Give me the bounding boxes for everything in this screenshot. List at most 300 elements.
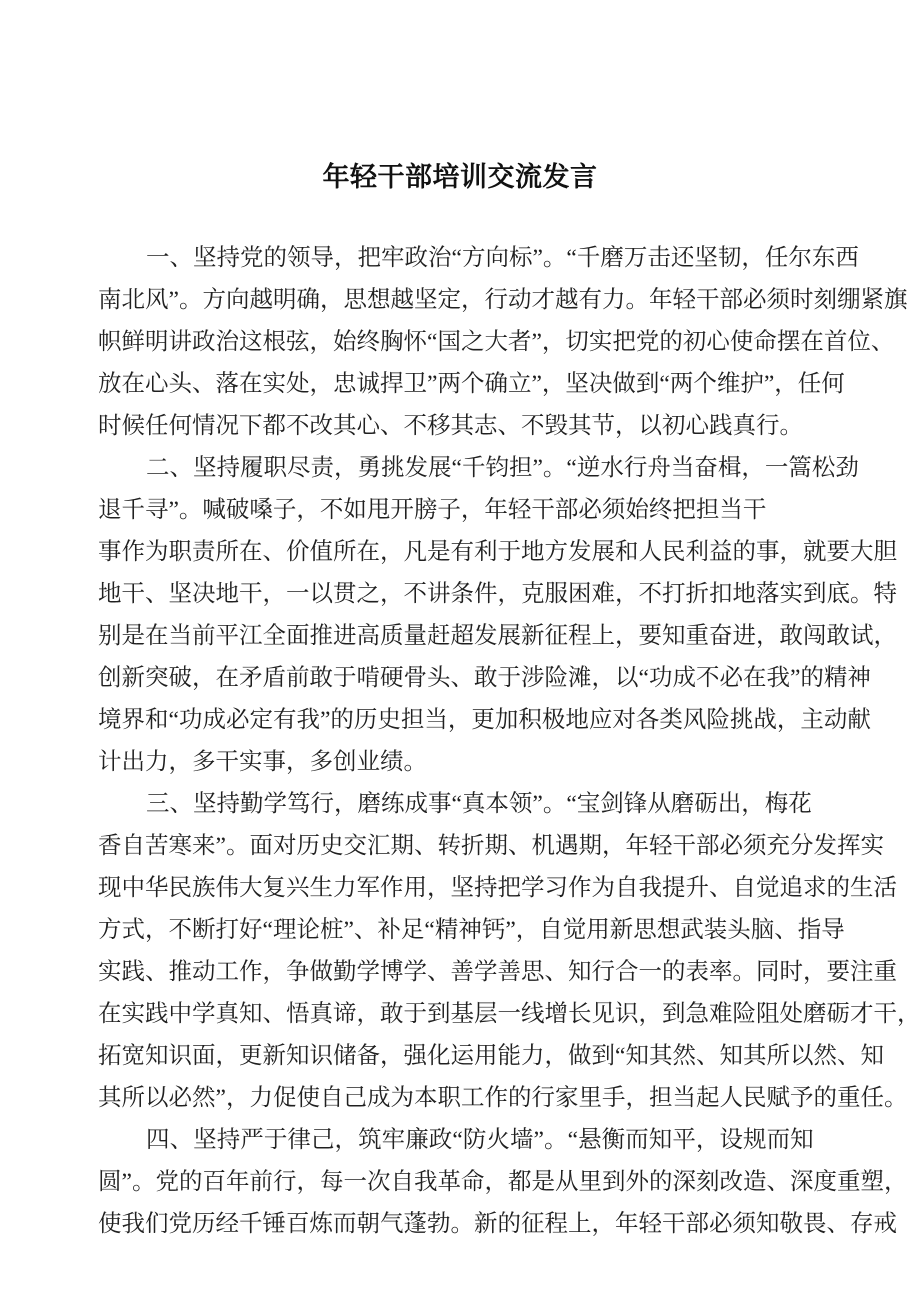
glyph: 这 — [239, 329, 263, 355]
glyph: “ — [168, 707, 179, 733]
glyph: 事 — [98, 539, 122, 565]
glyph: 滩 — [568, 665, 592, 691]
glyph: 护 — [740, 371, 764, 397]
glyph: 部 — [685, 1211, 709, 1237]
glyph: 史 — [319, 833, 344, 859]
glyph: 不 — [403, 581, 427, 607]
glyph: 的 — [648, 1169, 673, 1195]
glyph: 对 — [612, 707, 636, 733]
glyph: ” — [533, 1127, 544, 1153]
glyph: 国 — [437, 329, 461, 355]
glyph: 而 — [766, 1127, 791, 1153]
glyph: 深 — [789, 1169, 814, 1195]
glyph: 学 — [356, 959, 380, 985]
glyph: 觉 — [756, 875, 780, 901]
glyph: 为 — [145, 539, 169, 565]
glyph: 论 — [296, 917, 320, 943]
glyph: ， — [638, 1001, 662, 1027]
glyph: 能 — [497, 1043, 521, 1069]
text-line — [98, 699, 871, 741]
glyph: 然 — [672, 1043, 696, 1069]
glyph: ， — [741, 455, 765, 481]
glyph: ， — [484, 1169, 508, 1195]
glyph: 。 — [542, 455, 567, 481]
glyph: 、 — [427, 959, 451, 985]
glyph: 每 — [319, 1169, 344, 1195]
glyph: 首 — [823, 329, 848, 355]
glyph: 于 — [497, 665, 521, 691]
glyph: 发 — [813, 833, 837, 859]
glyph: 识 — [309, 1043, 333, 1069]
glyph: 风 — [682, 707, 707, 733]
glyph: 弦 — [286, 329, 310, 355]
glyph: 好 — [239, 917, 263, 943]
glyph: ” — [763, 371, 775, 397]
glyph: 诚 — [356, 371, 380, 397]
glyph: 担 — [508, 455, 533, 481]
glyph: ， — [380, 581, 404, 607]
glyph: 才 — [850, 1001, 874, 1027]
glyph: 推 — [168, 959, 192, 985]
glyph: 指 — [797, 917, 822, 943]
glyph: 利 — [685, 539, 709, 565]
glyph: 动 — [507, 287, 532, 313]
glyph: 。 — [542, 245, 567, 271]
glyph: 任 — [797, 371, 822, 397]
glyph: 西 — [835, 245, 859, 271]
glyph: 职 — [437, 1085, 461, 1111]
glyph: 到 — [635, 371, 660, 397]
glyph: 干 — [239, 581, 263, 607]
glyph: 水 — [600, 455, 624, 481]
glyph: 轻 — [672, 287, 696, 313]
glyph: 突 — [145, 665, 169, 691]
glyph: 宽 — [121, 1043, 145, 1069]
glyph: 一 — [497, 1001, 521, 1027]
glyph: 摆 — [776, 329, 801, 355]
text-line — [98, 1203, 897, 1245]
glyph: 功 — [178, 707, 203, 733]
glyph: 、 — [826, 1211, 850, 1237]
glyph: 见 — [591, 1001, 615, 1027]
glyph: 越 — [554, 287, 579, 313]
glyph: 方 — [98, 917, 122, 943]
glyph: 积 — [518, 707, 542, 733]
glyph: 真 — [309, 1001, 333, 1027]
glyph: 于 — [333, 665, 357, 691]
glyph: 初 — [682, 329, 707, 355]
glyph: 担 — [648, 1085, 673, 1111]
glyph: 地 — [521, 539, 545, 565]
glyph: 之 — [356, 581, 380, 607]
glyph: 难 — [591, 581, 615, 607]
glyph: 两 — [669, 371, 694, 397]
glyph: 个 — [693, 371, 717, 397]
glyph: 行 — [484, 287, 508, 313]
glyph: 新 — [474, 1211, 498, 1237]
glyph: 明 — [145, 329, 169, 355]
glyph: 难 — [709, 1001, 733, 1027]
glyph: 要 — [826, 959, 850, 985]
glyph: 使 — [729, 329, 754, 355]
glyph: 挥 — [836, 833, 861, 859]
glyph: 值 — [309, 539, 333, 565]
glyph: 当 — [672, 1085, 696, 1111]
glyph: 、 — [192, 371, 216, 397]
glyph: 四 — [146, 1127, 170, 1153]
glyph: 敢 — [779, 623, 803, 649]
glyph: 敢 — [309, 665, 333, 691]
glyph: 敬 — [779, 1211, 803, 1237]
glyph: 江 — [239, 623, 263, 649]
glyph: 次 — [366, 1169, 391, 1195]
glyph: 新 — [262, 1043, 286, 1069]
glyph: 自 — [390, 1169, 414, 1195]
glyph: 史 — [377, 707, 401, 733]
glyph: 卫 — [403, 371, 427, 397]
glyph: 明 — [272, 287, 297, 313]
glyph: ， — [541, 329, 566, 355]
glyph: ” — [789, 665, 801, 691]
glyph: 政 — [428, 1127, 453, 1153]
glyph: 干 — [121, 581, 145, 607]
glyph: 动 — [823, 707, 848, 733]
glyph: 心 — [706, 329, 730, 355]
glyph: 历 — [353, 707, 378, 733]
glyph: 干 — [695, 287, 720, 313]
glyph: 胸 — [380, 329, 404, 355]
glyph: 、 — [262, 1001, 286, 1027]
glyph: 觉 — [562, 917, 587, 943]
glyph: 然 — [813, 1043, 837, 1069]
glyph: ， — [601, 833, 626, 859]
glyph: 职 — [168, 539, 192, 565]
glyph: 、 — [709, 875, 733, 901]
glyph: 献 — [847, 707, 871, 733]
glyph: 寒 — [168, 833, 192, 859]
glyph: 深 — [672, 1169, 696, 1195]
glyph: 坚 — [450, 875, 474, 901]
glyph: 。 — [225, 833, 250, 859]
glyph: 时 — [779, 959, 803, 985]
glyph: 炼 — [309, 1211, 333, 1237]
glyph: 要 — [638, 623, 662, 649]
glyph: 学 — [192, 1001, 216, 1027]
glyph: 脑 — [750, 917, 775, 943]
glyph: 克 — [521, 581, 545, 607]
glyph: 重 — [836, 1085, 861, 1111]
glyph: 知 — [719, 1043, 743, 1069]
glyph: 我 — [638, 875, 662, 901]
glyph: 刻 — [695, 1169, 720, 1195]
glyph: 蓬 — [403, 1211, 427, 1237]
glyph: 武 — [680, 917, 704, 943]
glyph: 人 — [638, 539, 662, 565]
glyph: “ — [566, 455, 577, 481]
glyph: 矛 — [239, 665, 263, 691]
glyph: 储 — [333, 1043, 357, 1069]
glyph: 推 — [309, 623, 333, 649]
text-line — [98, 951, 897, 993]
glyph: ” — [532, 455, 543, 481]
glyph: 备 — [356, 1043, 380, 1069]
glyph: 重 — [685, 623, 709, 649]
glyph: 精 — [434, 917, 459, 943]
glyph: 鲜 — [121, 329, 145, 355]
glyph: 悟 — [286, 1001, 310, 1027]
glyph: 而 — [333, 1211, 357, 1237]
glyph: 时 — [789, 287, 814, 313]
glyph: 设 — [719, 1127, 743, 1153]
glyph: 劲 — [835, 455, 859, 481]
glyph: 人 — [719, 1085, 743, 1111]
glyph: 的 — [178, 1169, 203, 1195]
glyph: 而 — [625, 1127, 649, 1153]
glyph: ， — [447, 707, 472, 733]
glyph: 面 — [286, 623, 310, 649]
glyph: 理 — [272, 917, 297, 943]
glyph: 神 — [458, 917, 482, 943]
glyph: 工 — [215, 959, 239, 985]
glyph: 和 — [615, 539, 639, 565]
text-line — [98, 363, 845, 405]
glyph: 更 — [471, 707, 495, 733]
glyph: 贯 — [333, 581, 357, 607]
glyph: 大 — [850, 539, 874, 565]
glyph: ， — [591, 665, 615, 691]
glyph: 在 — [742, 665, 767, 691]
glyph: ， — [192, 665, 216, 691]
glyph: 根 — [262, 329, 286, 355]
glyph: 识 — [615, 1001, 639, 1027]
glyph: 年 — [648, 287, 673, 313]
glyph: 同 — [756, 959, 780, 985]
glyph: 遇 — [554, 833, 579, 859]
glyph: 真 — [215, 1001, 239, 1027]
glyph: “ — [615, 1043, 626, 1069]
glyph: ， — [334, 1127, 358, 1153]
glyph: 部 — [695, 833, 720, 859]
glyph: 就 — [803, 539, 827, 565]
glyph: 硬 — [380, 665, 404, 691]
glyph: 干 — [662, 1211, 686, 1237]
glyph: 特 — [873, 581, 897, 607]
text-line — [98, 447, 859, 489]
glyph: 始 — [333, 329, 357, 355]
glyph: 砺 — [826, 1001, 850, 1027]
glyph: 折 — [460, 833, 485, 859]
glyph: 己 — [310, 1127, 335, 1153]
glyph: 畏 — [803, 1211, 827, 1237]
glyph: 勤 — [333, 959, 357, 985]
glyph: 伟 — [215, 875, 239, 901]
glyph: 己 — [343, 1085, 367, 1111]
glyph: 地 — [732, 581, 756, 607]
glyph: 其 — [98, 1085, 122, 1111]
glyph: 改 — [719, 1169, 743, 1195]
glyph: 交 — [343, 833, 367, 859]
text-line — [98, 279, 908, 321]
glyph: 要 — [826, 539, 850, 565]
glyph: 期 — [484, 833, 508, 859]
glyph: 。 — [178, 287, 203, 313]
glyph: 精 — [823, 665, 848, 691]
text-line — [98, 657, 871, 699]
glyph: 程 — [568, 623, 592, 649]
glyph: “ — [659, 371, 670, 397]
glyph: 用 — [474, 1043, 498, 1069]
glyph: 必 — [719, 833, 743, 859]
glyph: 命 — [460, 1169, 485, 1195]
glyph: 中 — [121, 875, 145, 901]
glyph: 足 — [400, 917, 425, 943]
glyph: 治 — [215, 329, 239, 355]
glyph: 展 — [497, 623, 521, 649]
glyph: ， — [803, 959, 827, 985]
glyph: 定 — [437, 287, 461, 313]
glyph: 方 — [202, 287, 226, 313]
glyph: 帜 — [98, 329, 122, 355]
glyph: 知 — [568, 959, 592, 985]
glyph: ， — [296, 1169, 320, 1195]
glyph: ， — [319, 287, 344, 313]
glyph: 的 — [662, 959, 686, 985]
glyph: 面 — [192, 1043, 216, 1069]
glyph: 敢 — [380, 1001, 404, 1027]
glyph: 轻 — [638, 1211, 662, 1237]
glyph: 头 — [427, 665, 451, 691]
glyph: 民 — [742, 1085, 767, 1111]
glyph: 的 — [800, 665, 824, 691]
glyph: 补 — [377, 917, 401, 943]
glyph: 为 — [591, 875, 615, 901]
glyph: 于 — [263, 1127, 288, 1153]
glyph: 运 — [450, 1043, 474, 1069]
glyph: 钙 — [481, 917, 506, 943]
glyph: 力 — [249, 1085, 273, 1111]
paragraph — [98, 447, 897, 783]
glyph: 任 — [860, 1085, 884, 1111]
glyph: 质 — [380, 623, 404, 649]
glyph: 坚 — [168, 581, 192, 607]
glyph: 试 — [850, 623, 874, 649]
glyph: 赶 — [427, 623, 451, 649]
glyph: 一 — [638, 959, 662, 985]
glyph: 自 — [121, 833, 145, 859]
glyph: 前 — [286, 665, 310, 691]
glyph: ， — [873, 623, 897, 649]
glyph: 家 — [554, 1085, 579, 1111]
text-line: 三、坚持勤学笃行，磨练成事“真本领”。“宝剑锋从磨砺出，梅花 — [146, 791, 812, 817]
glyph: ， — [460, 287, 485, 313]
glyph: 者 — [507, 329, 532, 355]
glyph: 行 — [591, 959, 615, 985]
glyph: 勇 — [357, 455, 381, 481]
glyph: 其 — [648, 1043, 673, 1069]
glyph: 经 — [215, 1211, 239, 1237]
glyph: 期 — [578, 833, 602, 859]
glyph: 讲 — [168, 329, 192, 355]
paragraph — [98, 783, 920, 1119]
glyph: 的 — [497, 1211, 521, 1237]
glyph: 注 — [850, 959, 874, 985]
glyph: 桩 — [319, 917, 344, 943]
glyph: 识 — [168, 1043, 192, 1069]
glyph: 终 — [356, 329, 380, 355]
glyph: 是 — [427, 539, 451, 565]
text-line — [98, 867, 897, 909]
glyph: 增 — [544, 1001, 568, 1027]
glyph: ” — [121, 1169, 132, 1195]
glyph: 越 — [249, 287, 273, 313]
glyph: 牢 — [381, 1127, 406, 1153]
glyph: 严 — [240, 1127, 264, 1153]
glyph: 平 — [672, 1127, 696, 1153]
glyph: 践 — [121, 959, 145, 985]
glyph: 险 — [706, 707, 730, 733]
glyph: 千 — [461, 455, 486, 481]
glyph: 历 — [192, 1211, 216, 1237]
glyph: 一 — [764, 455, 789, 481]
glyph: 线 — [521, 1001, 545, 1027]
glyph: 坚 — [193, 1127, 217, 1153]
glyph: 展 — [428, 455, 452, 481]
glyph: 实 — [779, 581, 803, 607]
glyph: 怀 — [403, 329, 427, 355]
text-line — [98, 573, 897, 615]
glyph: 向 — [225, 287, 250, 313]
glyph: 自 — [615, 875, 639, 901]
glyph: ， — [897, 1001, 920, 1027]
glyph: 赋 — [766, 1085, 790, 1111]
glyph: 革 — [437, 1169, 461, 1195]
glyph: 手 — [601, 1085, 626, 1111]
glyph: 磨 — [600, 245, 624, 271]
glyph: 捍 — [380, 371, 404, 397]
glyph: 在 — [356, 539, 380, 565]
glyph: 、 — [169, 455, 193, 481]
glyph: 坚 — [694, 245, 718, 271]
glyph: 敢 — [826, 623, 850, 649]
glyph: 急 — [685, 1001, 709, 1027]
glyph: 履 — [240, 455, 264, 481]
glyph: 、 — [169, 1127, 194, 1153]
glyph: 必 — [168, 1085, 192, 1111]
glyph: 起 — [695, 1085, 720, 1111]
glyph: 断 — [192, 917, 216, 943]
glyph: 族 — [192, 875, 216, 901]
glyph: 用 — [403, 875, 427, 901]
glyph: ” — [343, 917, 354, 943]
text-line: 计出力，多干实事，多创业绩。 — [98, 749, 427, 775]
glyph: 在 — [239, 371, 263, 397]
glyph: 有 — [450, 539, 474, 565]
glyph: 规 — [743, 1127, 767, 1153]
glyph: 。 — [450, 1211, 474, 1237]
glyph: 对 — [272, 833, 297, 859]
glyph: 、 — [413, 833, 438, 859]
glyph: 万 — [623, 245, 648, 271]
glyph: 持 — [216, 245, 240, 271]
glyph: 功 — [648, 665, 673, 691]
glyph: 促 — [272, 1085, 297, 1111]
glyph: 决 — [192, 581, 216, 607]
glyph: 高 — [356, 623, 380, 649]
glyph: ， — [334, 455, 358, 481]
glyph: 须 — [742, 833, 767, 859]
glyph: 率 — [709, 959, 733, 985]
glyph: 奋 — [709, 623, 733, 649]
